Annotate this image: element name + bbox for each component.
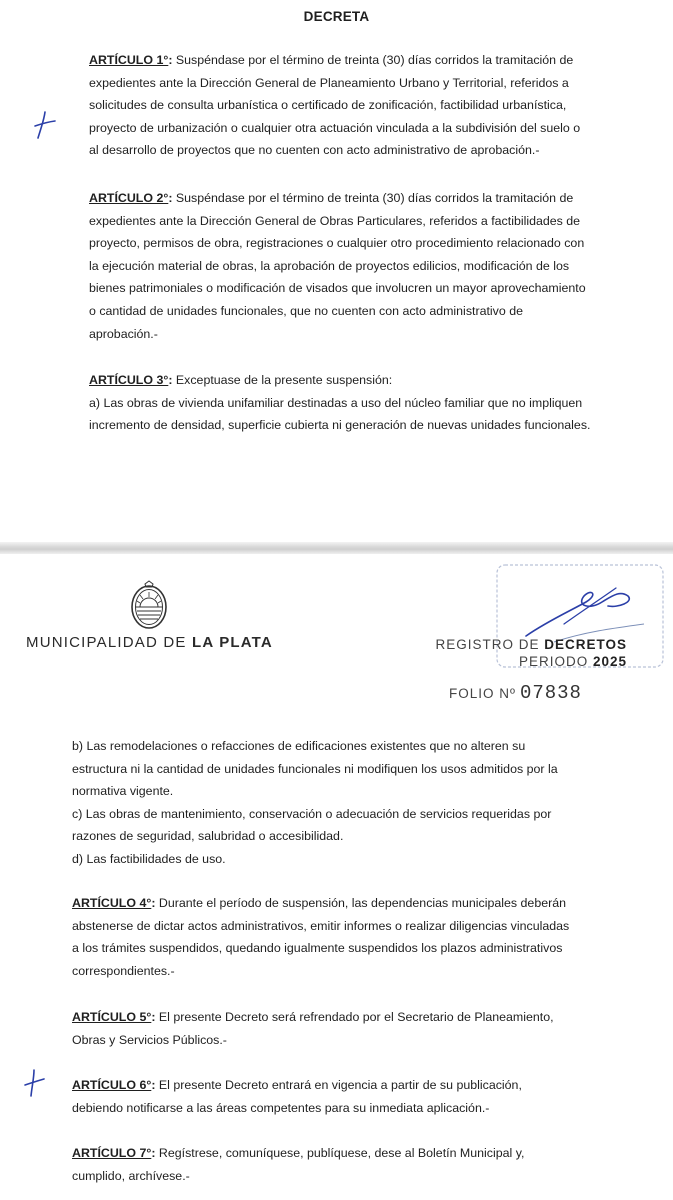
article-2: ARTÍCULO 2°: Suspéndase por el término de treinta (30) días corridos la tramitación de expedientes ante la Dirección General de Obras Particulares, referidos a factibilidades de proyecto, permisos de obra, registraciones o cualquier otro procedimiento relacionado con la ejecución material de obras, la aprobación de proyectos edilicios, modificación de los bienes patrimoniales o modificación de visados que involucren un mayor aprovechamiento o cantidad de unidades funcionales, que no cuenten con acto administrativo de aprobación.- <box>89 187 593 345</box>
article-6: ARTÍCULO 6°: El presente Decreto entrará en vigencia a partir de su publicación, debiendo notificarse a las áreas competentes para su inmediata aplicación.- <box>72 1074 574 1119</box>
article-6-line: El presente Decreto entrará en vigencia a partir de su publicación, <box>158 1078 522 1092</box>
article-1: ARTÍCULO 1°: Suspéndase por el término de treinta (30) días corridos la tramitación de expedientes ante la Dirección General de Planeamiento Urbano y Territorial, referidos a solicitudes de consulta urbanística o certificado de zonificación, factibilidad urbanística, proyecto de urbanización o cualquier otra actuación vinculada a la subdivisión del suelo o al desarrollo de proyectos que no cuenten con acto administrativo de aprobación.- <box>89 49 593 162</box>
article-6-label: ARTÍCULO 6° <box>72 1078 152 1092</box>
article-7: ARTÍCULO 7°: Regístrese, comuníquese, publíquese, dese al Boletín Municipal y, cumplido, archívese.- <box>72 1142 574 1187</box>
article-5: ARTÍCULO 5°: El presente Decreto será refrendado por el Secretario de Planeamiento, Obras y Servicios Públicos.- <box>72 1006 574 1051</box>
article-5-line: El presente Decreto será refrendado por el Secretario de Planeamiento, <box>158 1010 554 1024</box>
handwritten-tick-icon <box>22 1068 48 1098</box>
folio-number: FOLIO Nº 07838 <box>449 682 582 704</box>
article-3-label: ARTÍCULO 3° <box>89 373 169 387</box>
article-1-label: ARTÍCULO 1° <box>89 53 169 67</box>
article-7-line: Regístrese, comuníquese, publíquese, dese al Boletín Municipal y, <box>158 1146 525 1160</box>
decree-registry-label: REGISTRO DE DECRETOS PERIODO 2025 <box>435 637 627 669</box>
article-3-continued <box>72 735 574 871</box>
article-3: ARTÍCULO 3°: Exceptuase de la presente suspensión: a) Las obras de vivienda unifamiliar destinadas a uso del núcleo familiar que no impliquen incremento de densidad, superficie cubierta ni generación de nuevas unidades funcionales. <box>89 369 593 437</box>
coat-of-arms-icon <box>127 580 171 632</box>
exception-line: normativa vigente. <box>72 784 174 799</box>
article-4-line: abstenerse de dictar actos administrativos, emitir informes o realizar diligencias vinculadas <box>72 918 570 933</box>
article-2-line: Suspéndase por el término de treinta (30) días corridos la tramitación de <box>175 191 574 205</box>
document-page-1 <box>0 0 673 542</box>
article-2-line: o cantidad de unidades funcionales, que no cuenten con acto administrativo de <box>89 303 523 318</box>
period-year: 2025 <box>592 654 627 669</box>
article-3-line: incremento de densidad, superficie cubierta ni generación de nuevas unidades funcionales. <box>89 418 591 433</box>
exception-line: estructura ni la cantidad de unidades funcionales ni modifiquen los usos admitidos por la <box>72 761 558 776</box>
article-7-line: cumplido, archívese.- <box>72 1168 190 1183</box>
exception-line: c) Las obras de mantenimiento, conservación o adecuación de servicios requeridas por <box>72 806 552 821</box>
article-5-label: ARTÍCULO 5° <box>72 1010 152 1024</box>
article-3-line: Exceptuase de la presente suspensión: <box>175 373 393 387</box>
page-separator <box>0 542 673 554</box>
article-3-line: a) Las obras de vivienda unifamiliar destinadas a uso del núcleo familiar que no impliquen <box>89 395 583 410</box>
article-4: ARTÍCULO 4°: Durante el período de suspensión, las dependencias municipales deberán abstenerse de dictar actos administrativos, emitir informes o realizar diligencias vinculadas a los trámites suspendidos, quedando igualmente suspendidos los plazos administrativos correspondientes.- <box>72 892 574 982</box>
article-1-line: al desarrollo de proyectos que no cuenten con acto administrativo de aprobación.- <box>89 143 540 158</box>
article-1-line: expedientes ante la Dirección General de Planeamiento Urbano y Territorial, referidos a <box>89 75 569 90</box>
article-4-line: a los trámites suspendidos, quedando igualmente suspendidos los plazos administrativos <box>72 941 563 956</box>
article-2-line: expedientes ante la Dirección General de Obras Particulares, referidos a factibilidades de <box>89 213 581 228</box>
article-2-line: proyecto, permisos de obra, registraciones o cualquier otro procedimiento relacionado con <box>89 236 585 251</box>
municipality-name: MUNICIPALIDAD DE LA PLATA <box>26 634 273 651</box>
exception-line: b) Las remodelaciones o refacciones de edificaciones existentes que no alteren su <box>72 739 526 753</box>
article-1-line: solicitudes de consulta urbanística o certificado de zonificación, factibilidad urbanística, <box>89 98 567 113</box>
handwritten-tick-icon <box>32 110 58 140</box>
article-4-line: correspondientes.- <box>72 963 175 978</box>
decree-heading: DECRETA <box>303 9 370 24</box>
city-name: LA PLATA <box>191 634 273 651</box>
article-1-line: proyecto de urbanización o cualquier otra actuación vinculada a la subdivisión del suelo o <box>89 120 581 135</box>
article-4-line: Durante el período de suspensión, las dependencias municipales deberán <box>158 896 567 910</box>
article-2-line: aprobación.- <box>89 326 158 341</box>
article-1-line: Suspéndase por el término de treinta (30) días corridos la tramitación de <box>175 53 574 67</box>
article-2-label: ARTÍCULO 2° <box>89 191 169 205</box>
article-2-line: bienes patrimoniales o modificación de visados que involucren un mayor aprovechamiento <box>89 281 586 296</box>
document-page-2 <box>0 554 673 1200</box>
exception-line: d) Las factibilidades de uso. <box>72 851 226 866</box>
article-5-line: Obras y Servicios Públicos.- <box>72 1032 227 1047</box>
article-4-label: ARTÍCULO 4° <box>72 896 152 910</box>
article-2-line: la ejecución material de obras, la aprobación de proyectos edilicios, modificación de los <box>89 258 570 273</box>
article-6-line: debiendo notificarse a las áreas competentes para su inmediata aplicación.- <box>72 1100 490 1115</box>
exception-line: razones de seguridad, salubridad o accesibilidad. <box>72 829 344 844</box>
article-7-label: ARTÍCULO 7° <box>72 1146 152 1160</box>
